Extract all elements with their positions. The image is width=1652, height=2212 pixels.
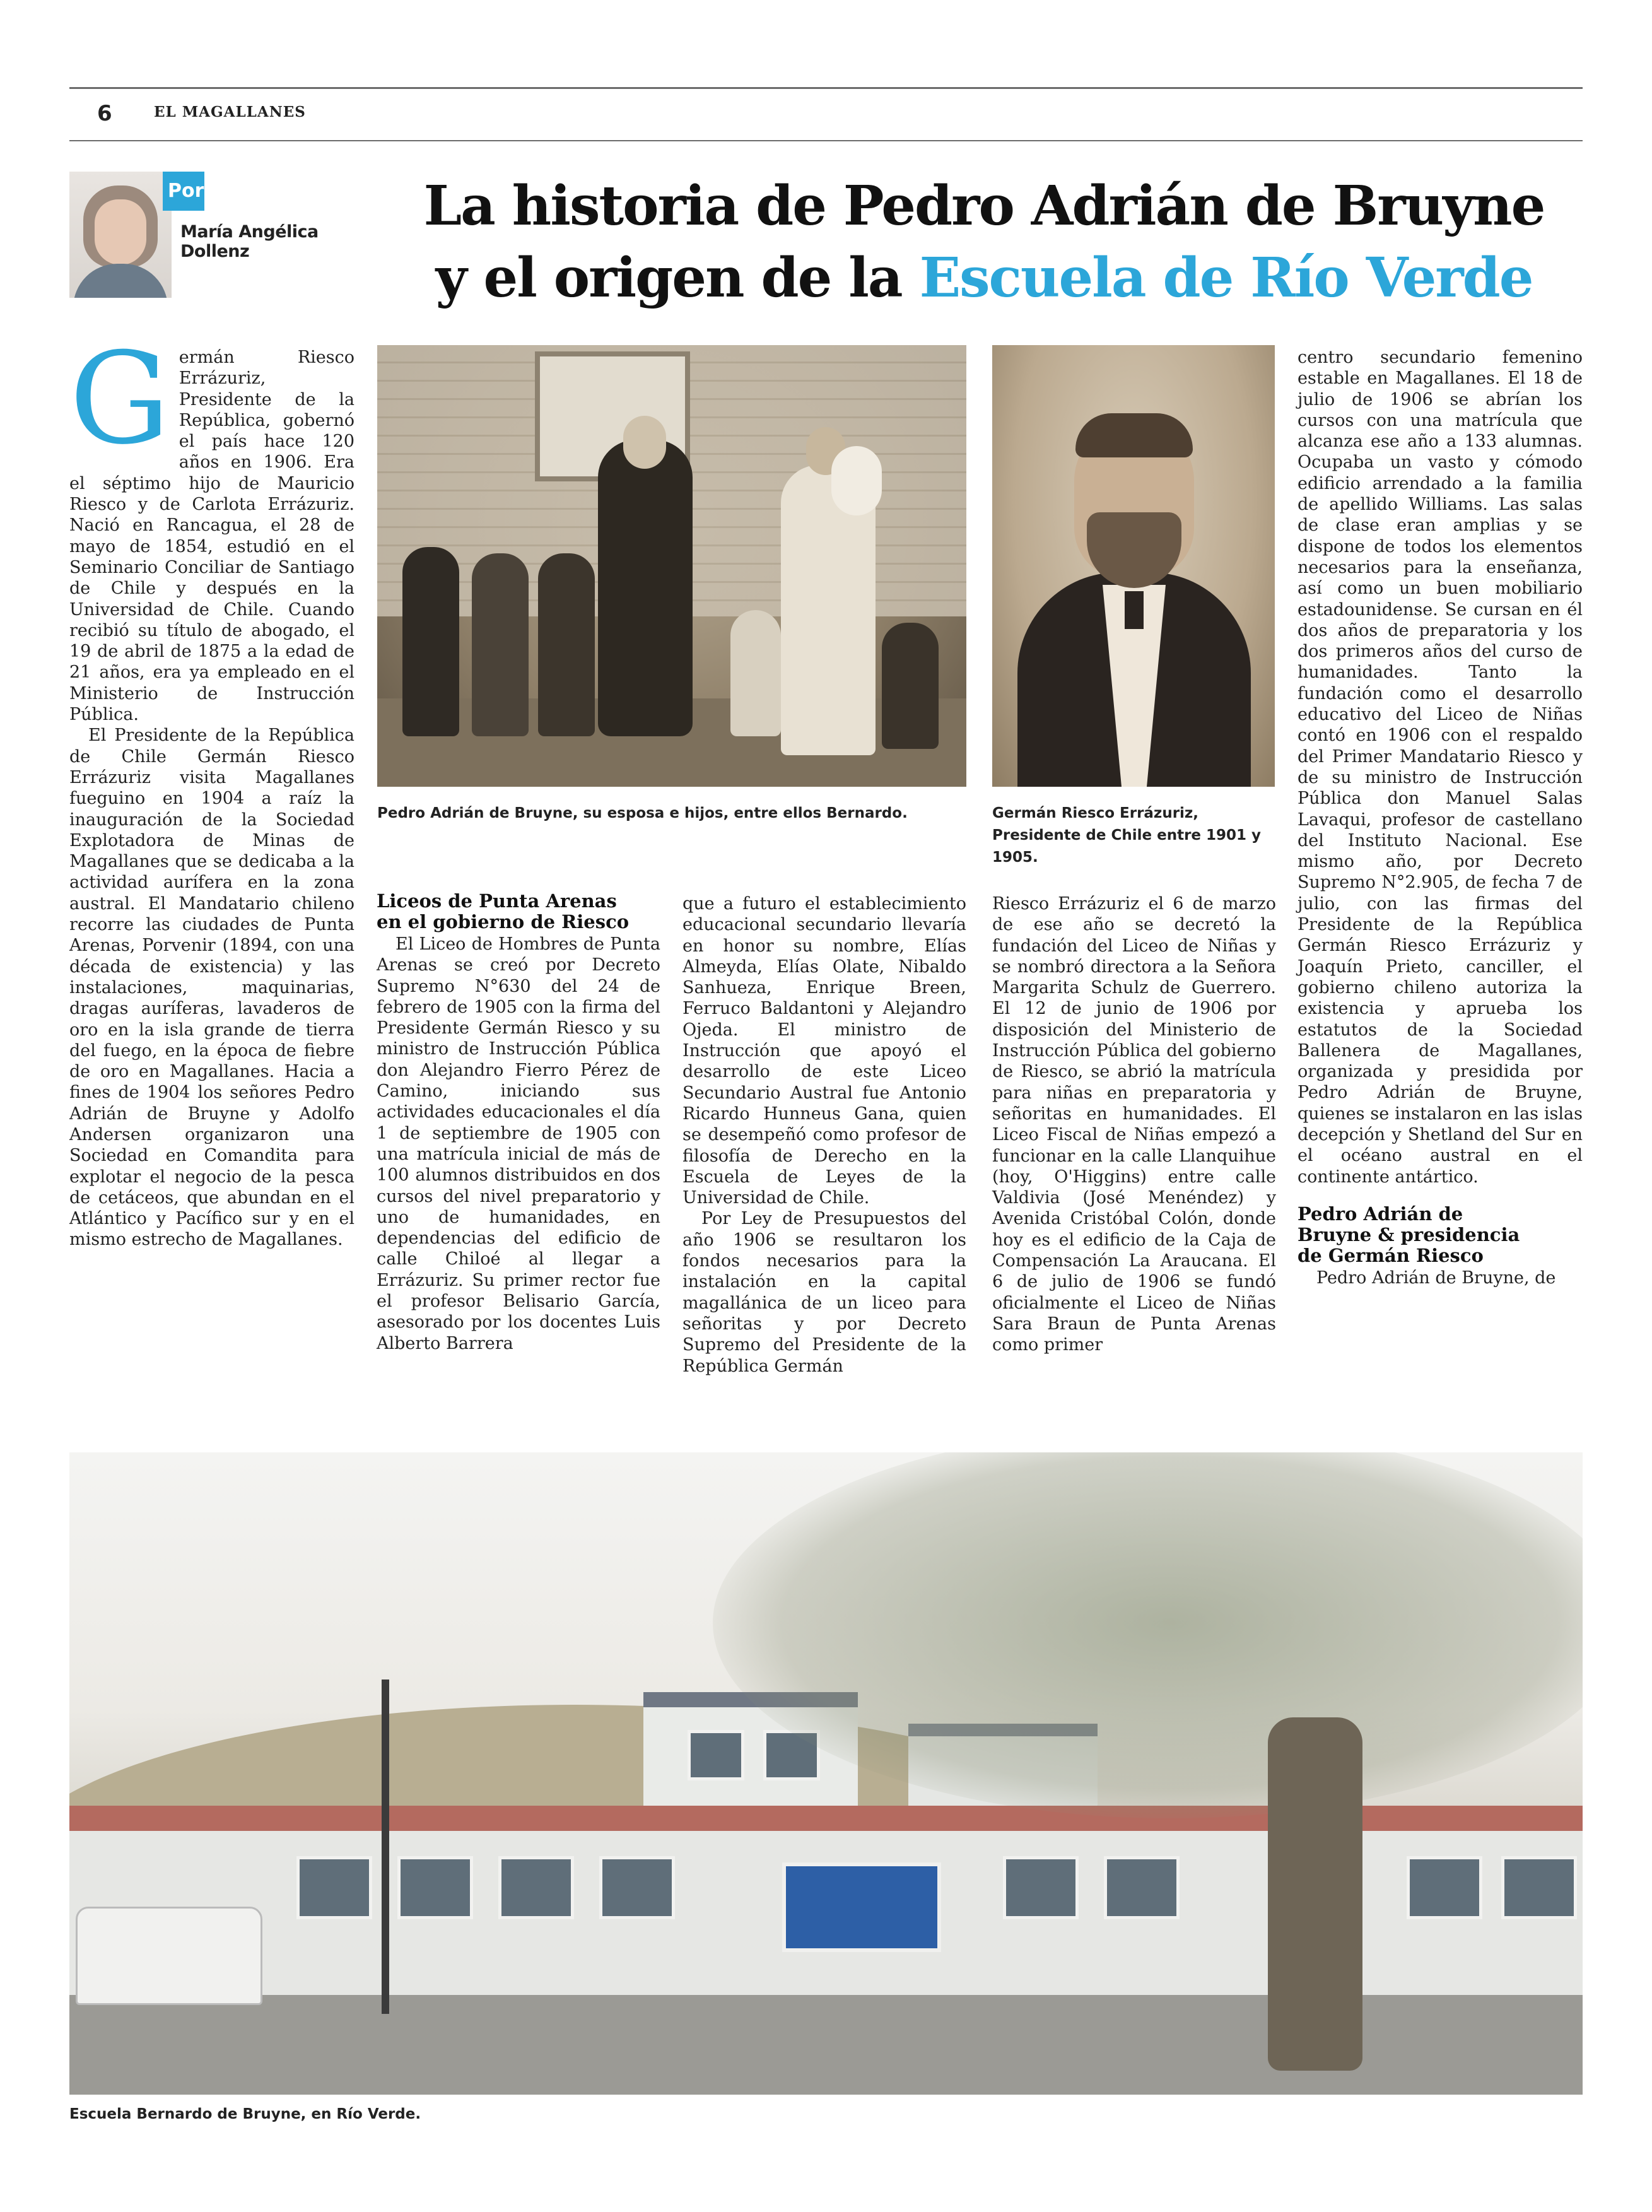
caption-line: 1905.: [992, 849, 1038, 866]
heading-line: Liceos de Punta Arenas: [377, 890, 617, 912]
headline-line1: La historia de Pedro Adrián de Bruyne: [423, 174, 1545, 238]
byline-badge: Por: [163, 172, 204, 211]
headline-line2-prefix: y el origen de la: [435, 246, 920, 310]
header-top-rule: [69, 87, 1583, 89]
heading-line: Bruyne & presidencia: [1298, 1223, 1520, 1245]
column-5: [1298, 347, 1583, 1288]
paragraph: El Presidente de la República de Chile Germán Riesco Errázuriz visita Magallanes fueguino en 1904 a raíz la inauguración de la Sociedad Explotadora de Minas de Magallanes que se dedicaba a la actividad aurífera en la zona austral. El Mandatario chileno recorre las ciudades de Punta Arenas, Porvenir (1894, con una década de existencia) y las instalaciones, maquinarias, dragas auríferas, lavaderos de oro en la isla grande de tierra del fuego, en la época de fiebre de oro en Magallanes. Hacia a fines de 1904 los señores Pedro Adrián de Bruyne y Adolfo Andersen organizaron una Sociedad en Comandita para explotar el negocio de la pesca de cetáceos, que abundan en el Atlántico y Pacífico sur y en el mismo estrecho de Magallanes.: [69, 726, 354, 1250]
column-2: [377, 891, 660, 1354]
section-heading: [1298, 1204, 1583, 1266]
article-headline: [378, 170, 1590, 314]
newspaper-name: EL MAGALLANES: [154, 103, 306, 121]
caption-line: Germán Riesco Errázuriz,: [992, 805, 1199, 821]
riesco-photo-caption: [992, 803, 1282, 869]
column-4: [992, 893, 1276, 1356]
paragraph: Por Ley de Presupuestos del año 1906 se resultaron los fondos necesarios para la instalación en la capital magallánica de un liceo para señoritas y por Decreto Supremo del Presidente de la República Germán: [682, 1209, 966, 1376]
paragraph: centro secundario femenino estable en Magallanes. El 18 de julio de 1906 se abrían los cursos con una matrícula que alcanza ese año a 133 alumnas. Ocupaba un vasto y cómodo edificio arrendado a la familia de apellido Williams. Las salas de clase eran amplias y se dispone de todos los elementos necesarios para la enseñanza, así como un buen mobiliario estadounidense. Se cursan en él dos años de preparatoria y los dos primeros años del curso de humanidades. Tanto la fundación como el desarrollo educativo del Liceo de Niñas contó en 1906 con el respaldo del Primer Mandatario Riesco y de su ministro de Instrucción Pública don Manuel Salas Lavaqui, profesor de castellano del Instituto Nacional. Ese mismo año, por Decreto Supremo N°2.905, de fecha 7 de julio, con las firmas del Presidente de la República Germán Riesco Errázuriz y Joaquín Prieto, canciller, el gobierno chileno autoriza la existencia y aprueba los estatutos de la Sociedad Ballenera de Magallanes, organizada y presidida por Pedro Adrián de Bruyne, quienes se instalaron en las islas decepción y Shetland del Sur en el océano austral en el continente antártico.: [1298, 348, 1583, 1187]
headline-highlight: Escuela de Río Verde: [919, 246, 1533, 310]
column-1: [69, 326, 354, 1432]
page-number: 6: [97, 101, 112, 126]
riesco-portrait-photo: [992, 345, 1275, 787]
paragraph: que a futuro el establecimiento educacional secundario llevaría en honor su nombre, Elías Almeyda, Elías Olate, Nibaldo Sanhueza, Enrique Breen, Ferruco Baldantoni y Alejandro Ojeda. El ministro de Instrucción que apoyó el desarrollo de este Liceo Secundario Austral fue Antonio Ricardo Hunneus Gana, quien se desempeñó como profesor de filosofía de Derecho en la Escuela de Leyes de la Universidad de Chile.: [682, 894, 966, 1208]
paragraph: ermán Riesco Errázuriz, Presidente de la República, gobernó el país hace 120 años en 1906. Era el séptimo hijo de Mauricio Riesco y de Carlota Errázuriz. Nació en Rancagua, el 28 de mayo de 1854, estudió en el Seminario Conciliar de Santiago de Chile y después en la Universidad de Chile. Cuando recibió su título de abogado, el 19 de abril de 1875 a la edad de 21 años, era ya empleado en el Ministerio de Instrucción Pública.: [69, 348, 354, 725]
drop-cap: G: [69, 326, 170, 473]
family-photo-caption: Pedro Adrián de Bruyne, su esposa e hijos, entre ellos Bernardo.: [377, 805, 908, 821]
column-3: [682, 893, 966, 1377]
paragraph: Riesco Errázuriz el 6 de marzo de ese año se decretó la fundación del Liceo de Niñas y se nombró directora a la Señora Margarita Schulz de Guerrero. El 12 de junio de 1906 por disposición del Ministerio de Instrucción Pública del gobierno de Riesco, se abrió la matrícula para niñas en preparatoria y señoritas en humanidades. El Liceo Fiscal de Niñas empezó a funcionar en la calle Llanquihue (hoy, O'Higgins) entre calle Valdivia (José Menéndez) y Avenida Cristóbal Colón, donde hoy es el edificio de la Caja de Compensación La Araucana. El 6 de julio de 1906 se fundó oficialmente el Liceo de Niñas Sara Braun de Punta Arenas como primer: [992, 894, 1276, 1355]
school-photo-caption: Escuela Bernardo de Bruyne, en Río Verde.: [69, 2106, 421, 2122]
author-name-line1: María Angélica: [180, 222, 319, 242]
heading-line: en el gobierno de Riesco: [377, 911, 630, 932]
headline-line2: [378, 242, 1590, 314]
caption-line: Presidente de Chile entre 1901 y: [992, 827, 1262, 844]
school-photo: [69, 1452, 1583, 2095]
family-photo: [377, 345, 966, 787]
paragraph: Pedro Adrián de Bruyne, de: [1316, 1268, 1556, 1288]
author-photo: [69, 172, 172, 298]
section-heading: [377, 891, 660, 932]
heading-line: de Germán Riesco: [1298, 1244, 1484, 1266]
header-bottom-rule: [69, 140, 1583, 141]
heading-line: Pedro Adrián de: [1298, 1203, 1463, 1225]
paragraph: El Liceo de Hombres de Punta Arenas se creó por Decreto Supremo N°630 del 24 de febrero de 1905 con la firma del Presidente Germán Riesco y su ministro de Instrucción Pública don Alejandro Fierro Pérez de Camino, iniciando sus actividades educacionales el día 1 de septiembre de 1905 con una matrícula inicial de más de 100 alumnos distribuidos en dos cursos del nivel preparatorio y uno de humanidades, en dependencias del edificio de calle Chiloé al llegar a Errázuriz. Su primer rector fue el profesor Belisario García, asesorado por los docentes Luis Alberto Barrera: [377, 934, 660, 1353]
author-name: [180, 222, 325, 261]
author-name-line2: Dollenz: [180, 242, 250, 261]
